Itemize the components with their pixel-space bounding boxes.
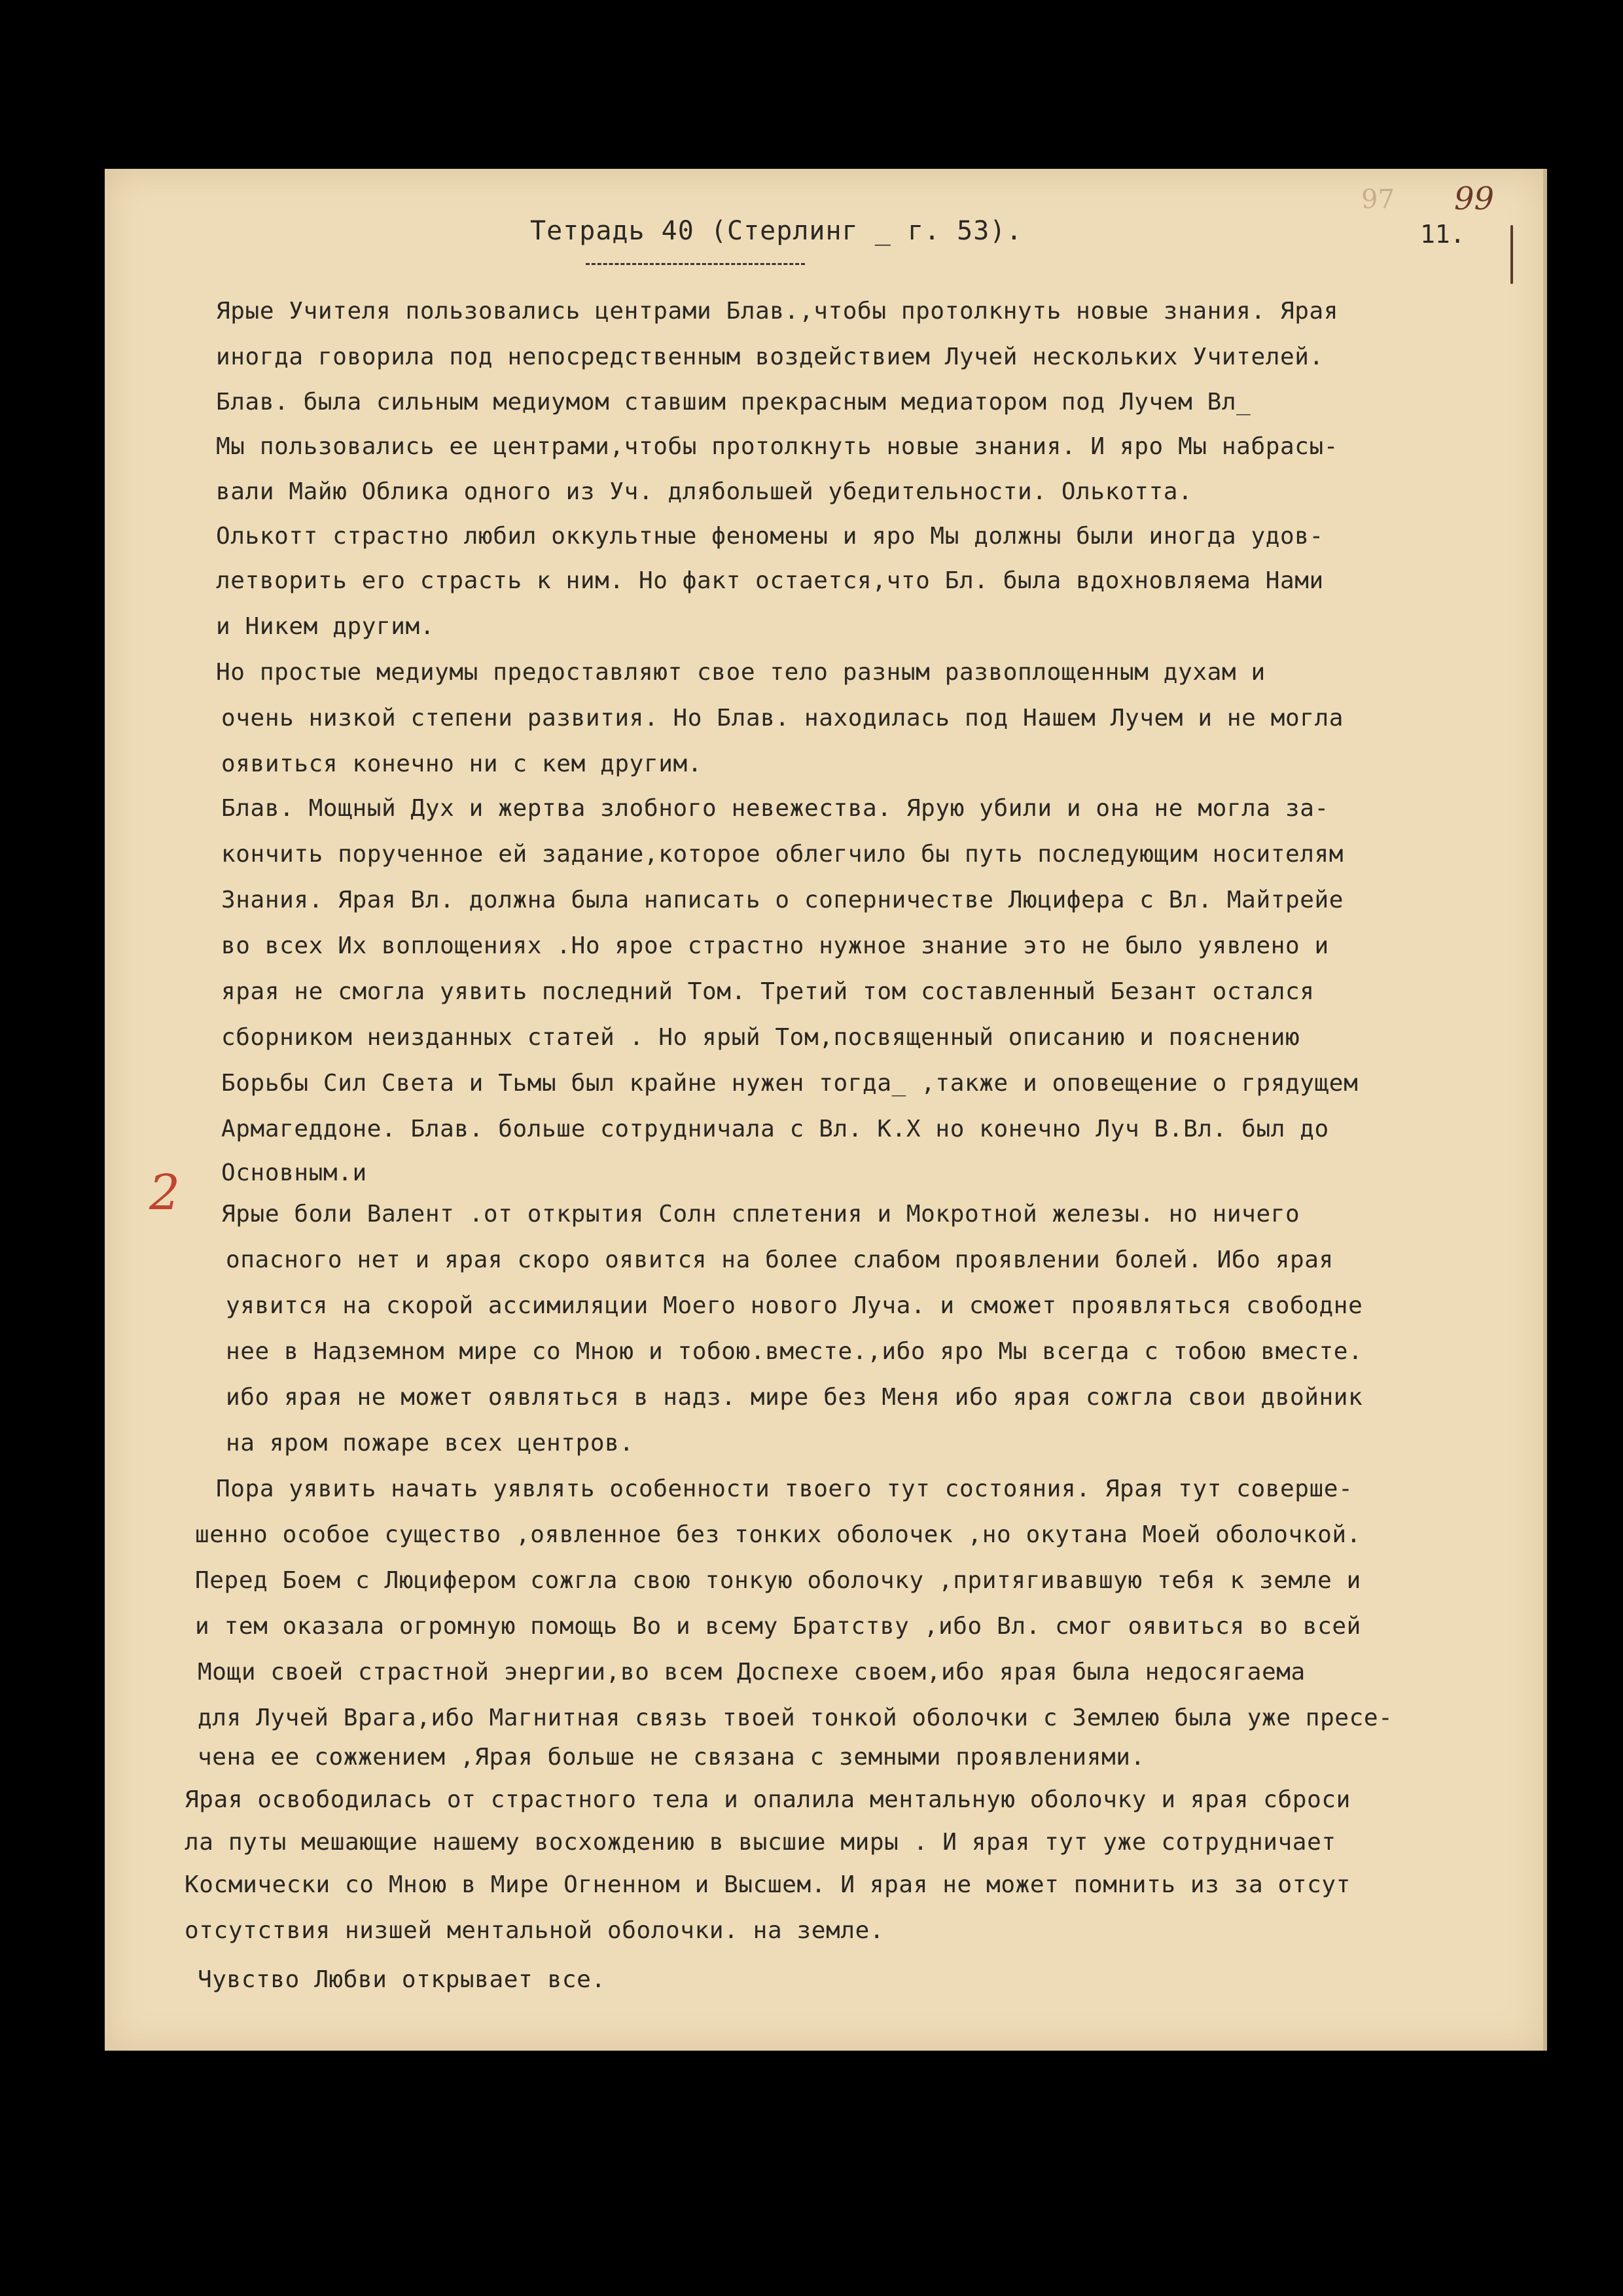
typed-line: Ярая освободилась от страстного тела и опалила ментальную оболочку и ярая сброси bbox=[185, 1786, 1351, 1813]
typed-line: Космически со Мною в Мире Огненном и Высшем. И ярая не может помнить из за отсут bbox=[185, 1871, 1351, 1898]
margin-annotation: 2 bbox=[149, 1165, 181, 1221]
typed-line: Основным.и bbox=[221, 1159, 367, 1186]
typed-line: оявиться конечно ни с кем другим. bbox=[221, 751, 703, 777]
typed-line: сборником неизданных статей . Но ярый Том,посвященный описанию и пояснению bbox=[221, 1024, 1300, 1051]
typed-line: Блав. Мощный Дух и жертва злобного невежества. Ярую убили и она не могла за- bbox=[221, 795, 1329, 822]
typed-line: летворить его страсть к ним. Но факт остается,что Бл. была вдохновляема Нами bbox=[216, 567, 1324, 594]
typed-line: чена ее сожжением ,Ярая больше не связана с земными проявлениями. bbox=[198, 1744, 1145, 1771]
document-title: Тетрадь 40 (Стерлинг _ г. 53). bbox=[530, 216, 1023, 246]
handwritten-page-number: 99 bbox=[1454, 181, 1495, 217]
typed-line: Чувство Любви открывает все. bbox=[198, 1966, 606, 1993]
typed-line: Пора уявить начать уявлять особенности твоего тут состояния. Ярая тут соверше- bbox=[216, 1475, 1353, 1502]
typed-line: Мощи своей страстной энергии,во всем Доспехе своем,ибо ярая была недосягаема bbox=[198, 1659, 1306, 1686]
typed-line: отсутствия низшей ментальной оболочки. на земле. bbox=[185, 1917, 885, 1944]
typed-line: во всех Их воплощениях .Но ярое страстно нужное знание это не было уявлено и bbox=[221, 932, 1329, 959]
typed-line: Но простые медиумы предоставляют свое тело разным развоплощенным духам и bbox=[216, 659, 1266, 686]
typed-line: и тем оказала огромную помощь Во и всему Братству ,ибо Вл. смог оявиться во всей bbox=[195, 1613, 1361, 1640]
typed-page-number: 11. bbox=[1420, 220, 1465, 249]
typed-line: для Лучей Врага,ибо Магнитная связь твоей тонкой оболочки с Землею была уже пресе- bbox=[198, 1704, 1393, 1731]
typed-line: Знания. Ярая Вл. должна была написать о соперничестве Люцифера с Вл. Майтрейе bbox=[221, 887, 1344, 913]
pencil-bracket-mark bbox=[1510, 225, 1513, 284]
typed-line: на яром пожаре всех центров. bbox=[226, 1430, 634, 1457]
typed-line: кончить порученное ей задание,которое облегчило бы путь последующим носителям bbox=[221, 841, 1344, 868]
typed-line: очень низкой степени развития. Но Блав. находилась под Нашем Лучем и не могла bbox=[221, 705, 1344, 732]
typed-line: ибо ярая не может оявляться в надз. мире без Меня ибо ярая сожгла свои двойник bbox=[226, 1384, 1363, 1411]
typed-line: опасного нет и ярая скоро оявится на более слабом проявлении болей. Ибо ярая bbox=[226, 1246, 1334, 1273]
typed-line: иногда говорила под непосредственным воздействием Лучей нескольких Учителей. bbox=[216, 344, 1324, 370]
typed-line: уявится на скорой ассимиляции Моего нового Луча. и сможет проявляться свободне bbox=[226, 1292, 1363, 1319]
typed-line: Перед Боем с Люцифером сожгла свою тонкую оболочку ,притягивавшую тебя к земле и bbox=[195, 1567, 1361, 1594]
typed-line: Мы пользовались ее центрами,чтобы протолкнуть новые знания. И яро Мы набрасы- bbox=[216, 433, 1339, 460]
typed-line: ла путы мешающие нашему восхождению в высшие миры . И ярая тут уже сотрудничает bbox=[185, 1829, 1336, 1856]
typed-line: Ярые Учителя пользовались центрами Блав.,чтобы протолкнуть новые знания. Ярая bbox=[216, 298, 1339, 325]
typed-line: Блав. была сильным медиумом ставшим прекрасным медиатором под Лучем Вл_ bbox=[216, 389, 1251, 415]
typed-line: и Никем другим. bbox=[216, 613, 435, 640]
typed-line: Ярые боли Валент .от открытия Солн сплетения и Мокротной железы. но ничего bbox=[221, 1201, 1300, 1227]
faint-page-stamp: 97 bbox=[1361, 185, 1395, 215]
typed-line: нее в Надземном мире со Мною и тобою.вместе.,ибо яро Мы всегда с тобою вместе. bbox=[226, 1338, 1363, 1365]
typed-line: Армагеддоне. Блав. больше сотрудничала с Вл. К.Х но конечно Луч В.Вл. был до bbox=[221, 1116, 1329, 1142]
typed-line: шенно особое существо ,оявленное без тонких оболочек ,но окутана Моей оболочкой. bbox=[195, 1521, 1361, 1548]
typed-line: ярая не смогла уявить последний Том. Третий том составленный Безант остался bbox=[221, 978, 1315, 1005]
paper-edge bbox=[1543, 169, 1547, 2051]
typed-line: Олькотт страстно любил оккультные феномены и яро Мы должны были иногда удов- bbox=[216, 523, 1324, 550]
title-underline bbox=[586, 263, 805, 265]
typed-line: вали Майю Облика одного из Уч. длябольшей убедительности. Олькотта. bbox=[216, 478, 1193, 505]
typed-line: Борьбы Сил Света и Тьмы был крайне нужен тогда_ ,также и оповещение о грядущем bbox=[221, 1070, 1359, 1097]
